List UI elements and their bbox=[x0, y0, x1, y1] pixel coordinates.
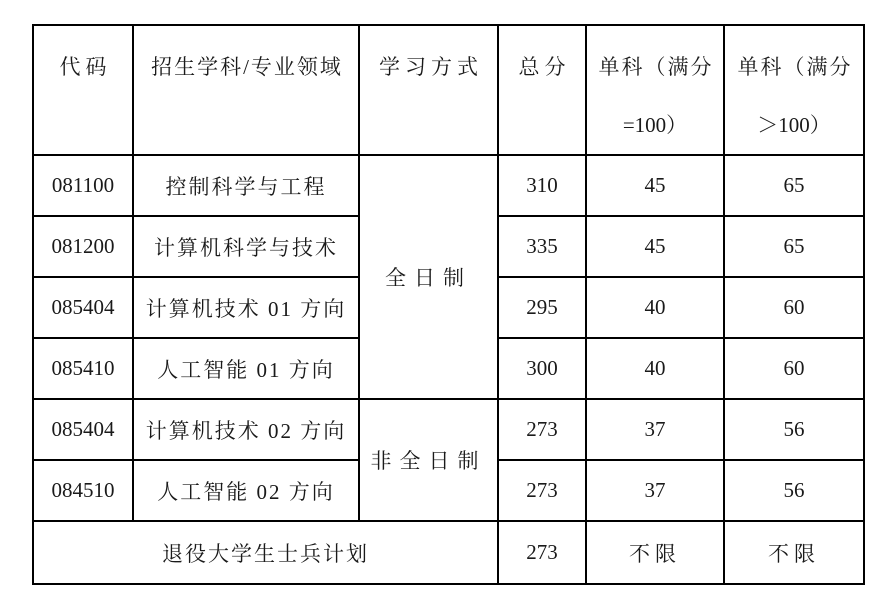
discipline-cell: 人工智能 02 方向 bbox=[133, 460, 359, 521]
single-gt100-cell: 不限 bbox=[724, 521, 864, 584]
total-score-cell: 300 bbox=[498, 338, 586, 399]
study-mode-part-time-cell: 非全日制 bbox=[359, 399, 498, 521]
total-score-cell: 273 bbox=[498, 521, 586, 584]
total-score-cell: 273 bbox=[498, 460, 586, 521]
single-eq100-cell: 37 bbox=[586, 460, 724, 521]
veterans-plan-label-cell: 退役大学生士兵计划 bbox=[33, 521, 498, 584]
single-gt100-cell: 56 bbox=[724, 399, 864, 460]
discipline-cell: 人工智能 01 方向 bbox=[133, 338, 359, 399]
discipline-cell: 计算机科学与技术 bbox=[133, 216, 359, 277]
total-score-cell: 335 bbox=[498, 216, 586, 277]
discipline-cell: 计算机技术 01 方向 bbox=[133, 277, 359, 338]
code-cell: 084510 bbox=[33, 460, 133, 521]
header-single-gt100-line1: 单科（满分 bbox=[737, 55, 853, 79]
table-row bbox=[33, 399, 864, 460]
single-eq100-cell: 40 bbox=[586, 277, 724, 338]
code-cell: 085410 bbox=[33, 338, 133, 399]
table-header-row bbox=[33, 25, 864, 155]
header-single-subject-gt100 bbox=[724, 25, 864, 155]
header-total-score-label: 总分 bbox=[518, 55, 571, 79]
code-cell: 081200 bbox=[33, 216, 133, 277]
code-cell: 081100 bbox=[33, 155, 133, 216]
discipline-cell: 控制科学与工程 bbox=[133, 155, 359, 216]
total-score-cell: 273 bbox=[498, 399, 586, 460]
discipline-cell: 计算机技术 02 方向 bbox=[133, 399, 359, 460]
code-cell: 085404 bbox=[33, 399, 133, 460]
single-gt100-cell: 60 bbox=[724, 277, 864, 338]
header-single-gt100-line2: ＞100） bbox=[757, 113, 831, 137]
header-total-score bbox=[498, 25, 586, 155]
single-gt100-cell: 56 bbox=[724, 460, 864, 521]
header-single-subject-eq100 bbox=[586, 25, 724, 155]
header-single-eq100-line1: 单科（满分 bbox=[598, 55, 714, 79]
single-gt100-cell: 65 bbox=[724, 216, 864, 277]
admission-score-table bbox=[32, 24, 865, 585]
total-score-cell: 310 bbox=[498, 155, 586, 216]
single-eq100-cell: 37 bbox=[586, 399, 724, 460]
table-row-veterans-plan bbox=[33, 521, 864, 584]
header-study-mode bbox=[359, 25, 498, 155]
code-cell: 085404 bbox=[33, 277, 133, 338]
total-score-cell: 295 bbox=[498, 277, 586, 338]
header-code bbox=[33, 25, 133, 155]
table-row bbox=[33, 155, 864, 216]
single-gt100-cell: 60 bbox=[724, 338, 864, 399]
study-mode-full-time-cell: 全日制 bbox=[359, 155, 498, 399]
single-eq100-cell: 40 bbox=[586, 338, 724, 399]
single-eq100-cell: 45 bbox=[586, 216, 724, 277]
single-eq100-cell: 不限 bbox=[586, 521, 724, 584]
header-single-eq100-line2: =100） bbox=[622, 113, 688, 137]
single-eq100-cell: 45 bbox=[586, 155, 724, 216]
header-study-mode-label: 学习方式 bbox=[379, 55, 483, 79]
header-code-label: 代码 bbox=[59, 55, 112, 79]
header-discipline bbox=[133, 25, 359, 155]
header-discipline-label: 招生学科/专业领域 bbox=[151, 55, 343, 79]
single-gt100-cell: 65 bbox=[724, 155, 864, 216]
